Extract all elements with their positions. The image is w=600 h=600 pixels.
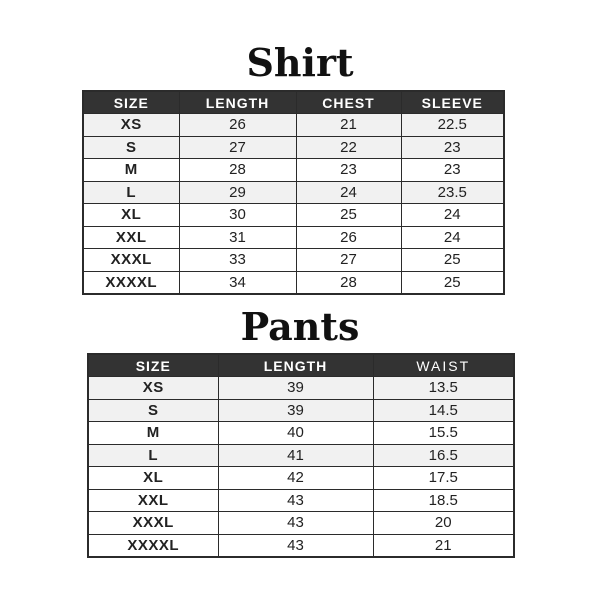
size-cell: XS [83, 114, 179, 137]
size-cell: XXXL [83, 249, 179, 272]
sleeve-cell: 23.5 [401, 181, 504, 204]
size-cell: L [83, 181, 179, 204]
table-row [83, 159, 504, 182]
waist-cell: 21 [373, 534, 514, 557]
pants-column-header-waist: WAIST [373, 354, 514, 377]
chest-cell: 25 [296, 204, 401, 227]
table-row [83, 249, 504, 272]
waist-cell: 17.5 [373, 467, 514, 490]
size-cell: XXL [83, 226, 179, 249]
length-cell: 41 [218, 444, 373, 467]
length-cell: 40 [218, 422, 373, 445]
length-cell: 43 [218, 489, 373, 512]
length-cell: 28 [179, 159, 296, 182]
pants-column-header-length: LENGTH [218, 354, 373, 377]
length-cell: 39 [218, 399, 373, 422]
sleeve-cell: 24 [401, 226, 504, 249]
chest-cell: 24 [296, 181, 401, 204]
table-row [83, 271, 504, 294]
length-cell: 33 [179, 249, 296, 272]
chest-cell: 23 [296, 159, 401, 182]
pants-header-row [88, 354, 514, 377]
chest-cell: 22 [296, 136, 401, 159]
table-row [83, 204, 504, 227]
shirt-column-header-length: LENGTH [179, 91, 296, 114]
size-cell: S [88, 399, 218, 422]
size-cell: XS [88, 377, 218, 400]
size-cell: M [88, 422, 218, 445]
chest-cell: 26 [296, 226, 401, 249]
length-cell: 34 [179, 271, 296, 294]
table-row [88, 422, 514, 445]
size-cell: XL [83, 204, 179, 227]
shirt-section-title: Shirt [246, 40, 354, 85]
length-cell: 29 [179, 181, 296, 204]
pants-size-table [87, 353, 515, 558]
length-cell: 26 [179, 114, 296, 137]
waist-cell: 15.5 [373, 422, 514, 445]
chest-cell: 27 [296, 249, 401, 272]
size-cell: XL [88, 467, 218, 490]
sleeve-cell: 24 [401, 204, 504, 227]
length-cell: 27 [179, 136, 296, 159]
size-cell: L [88, 444, 218, 467]
sleeve-cell: 25 [401, 271, 504, 294]
shirt-column-header-sleeve: SLEEVE [401, 91, 504, 114]
table-row [83, 136, 504, 159]
waist-cell: 18.5 [373, 489, 514, 512]
table-row [83, 226, 504, 249]
waist-cell: 16.5 [373, 444, 514, 467]
chest-cell: 28 [296, 271, 401, 294]
length-cell: 30 [179, 204, 296, 227]
size-cell: XXXXL [88, 534, 218, 557]
size-cell: XXL [88, 489, 218, 512]
sleeve-cell: 23 [401, 159, 504, 182]
length-cell: 39 [218, 377, 373, 400]
chest-cell: 21 [296, 114, 401, 137]
table-row [83, 181, 504, 204]
pants-section-title: Pants [240, 304, 360, 349]
shirt-size-table [82, 90, 505, 295]
length-cell: 31 [179, 226, 296, 249]
sleeve-cell: 25 [401, 249, 504, 272]
table-row [88, 399, 514, 422]
length-cell: 42 [218, 467, 373, 490]
table-row [83, 114, 504, 137]
size-cell: S [83, 136, 179, 159]
size-cell: M [83, 159, 179, 182]
size-cell: XXXXL [83, 271, 179, 294]
table-row [88, 534, 514, 557]
shirt-header-row [83, 91, 504, 114]
waist-cell: 14.5 [373, 399, 514, 422]
table-row [88, 489, 514, 512]
length-cell: 43 [218, 512, 373, 535]
waist-cell: 13.5 [373, 377, 514, 400]
shirt-column-header-chest: CHEST [296, 91, 401, 114]
table-row [88, 444, 514, 467]
shirt-column-header-size: SIZE [83, 91, 179, 114]
table-row [88, 377, 514, 400]
table-row [88, 512, 514, 535]
sleeve-cell: 22.5 [401, 114, 504, 137]
waist-cell: 20 [373, 512, 514, 535]
table-row [88, 467, 514, 490]
sleeve-cell: 23 [401, 136, 504, 159]
size-cell: XXXL [88, 512, 218, 535]
length-cell: 43 [218, 534, 373, 557]
pants-column-header-size: SIZE [88, 354, 218, 377]
